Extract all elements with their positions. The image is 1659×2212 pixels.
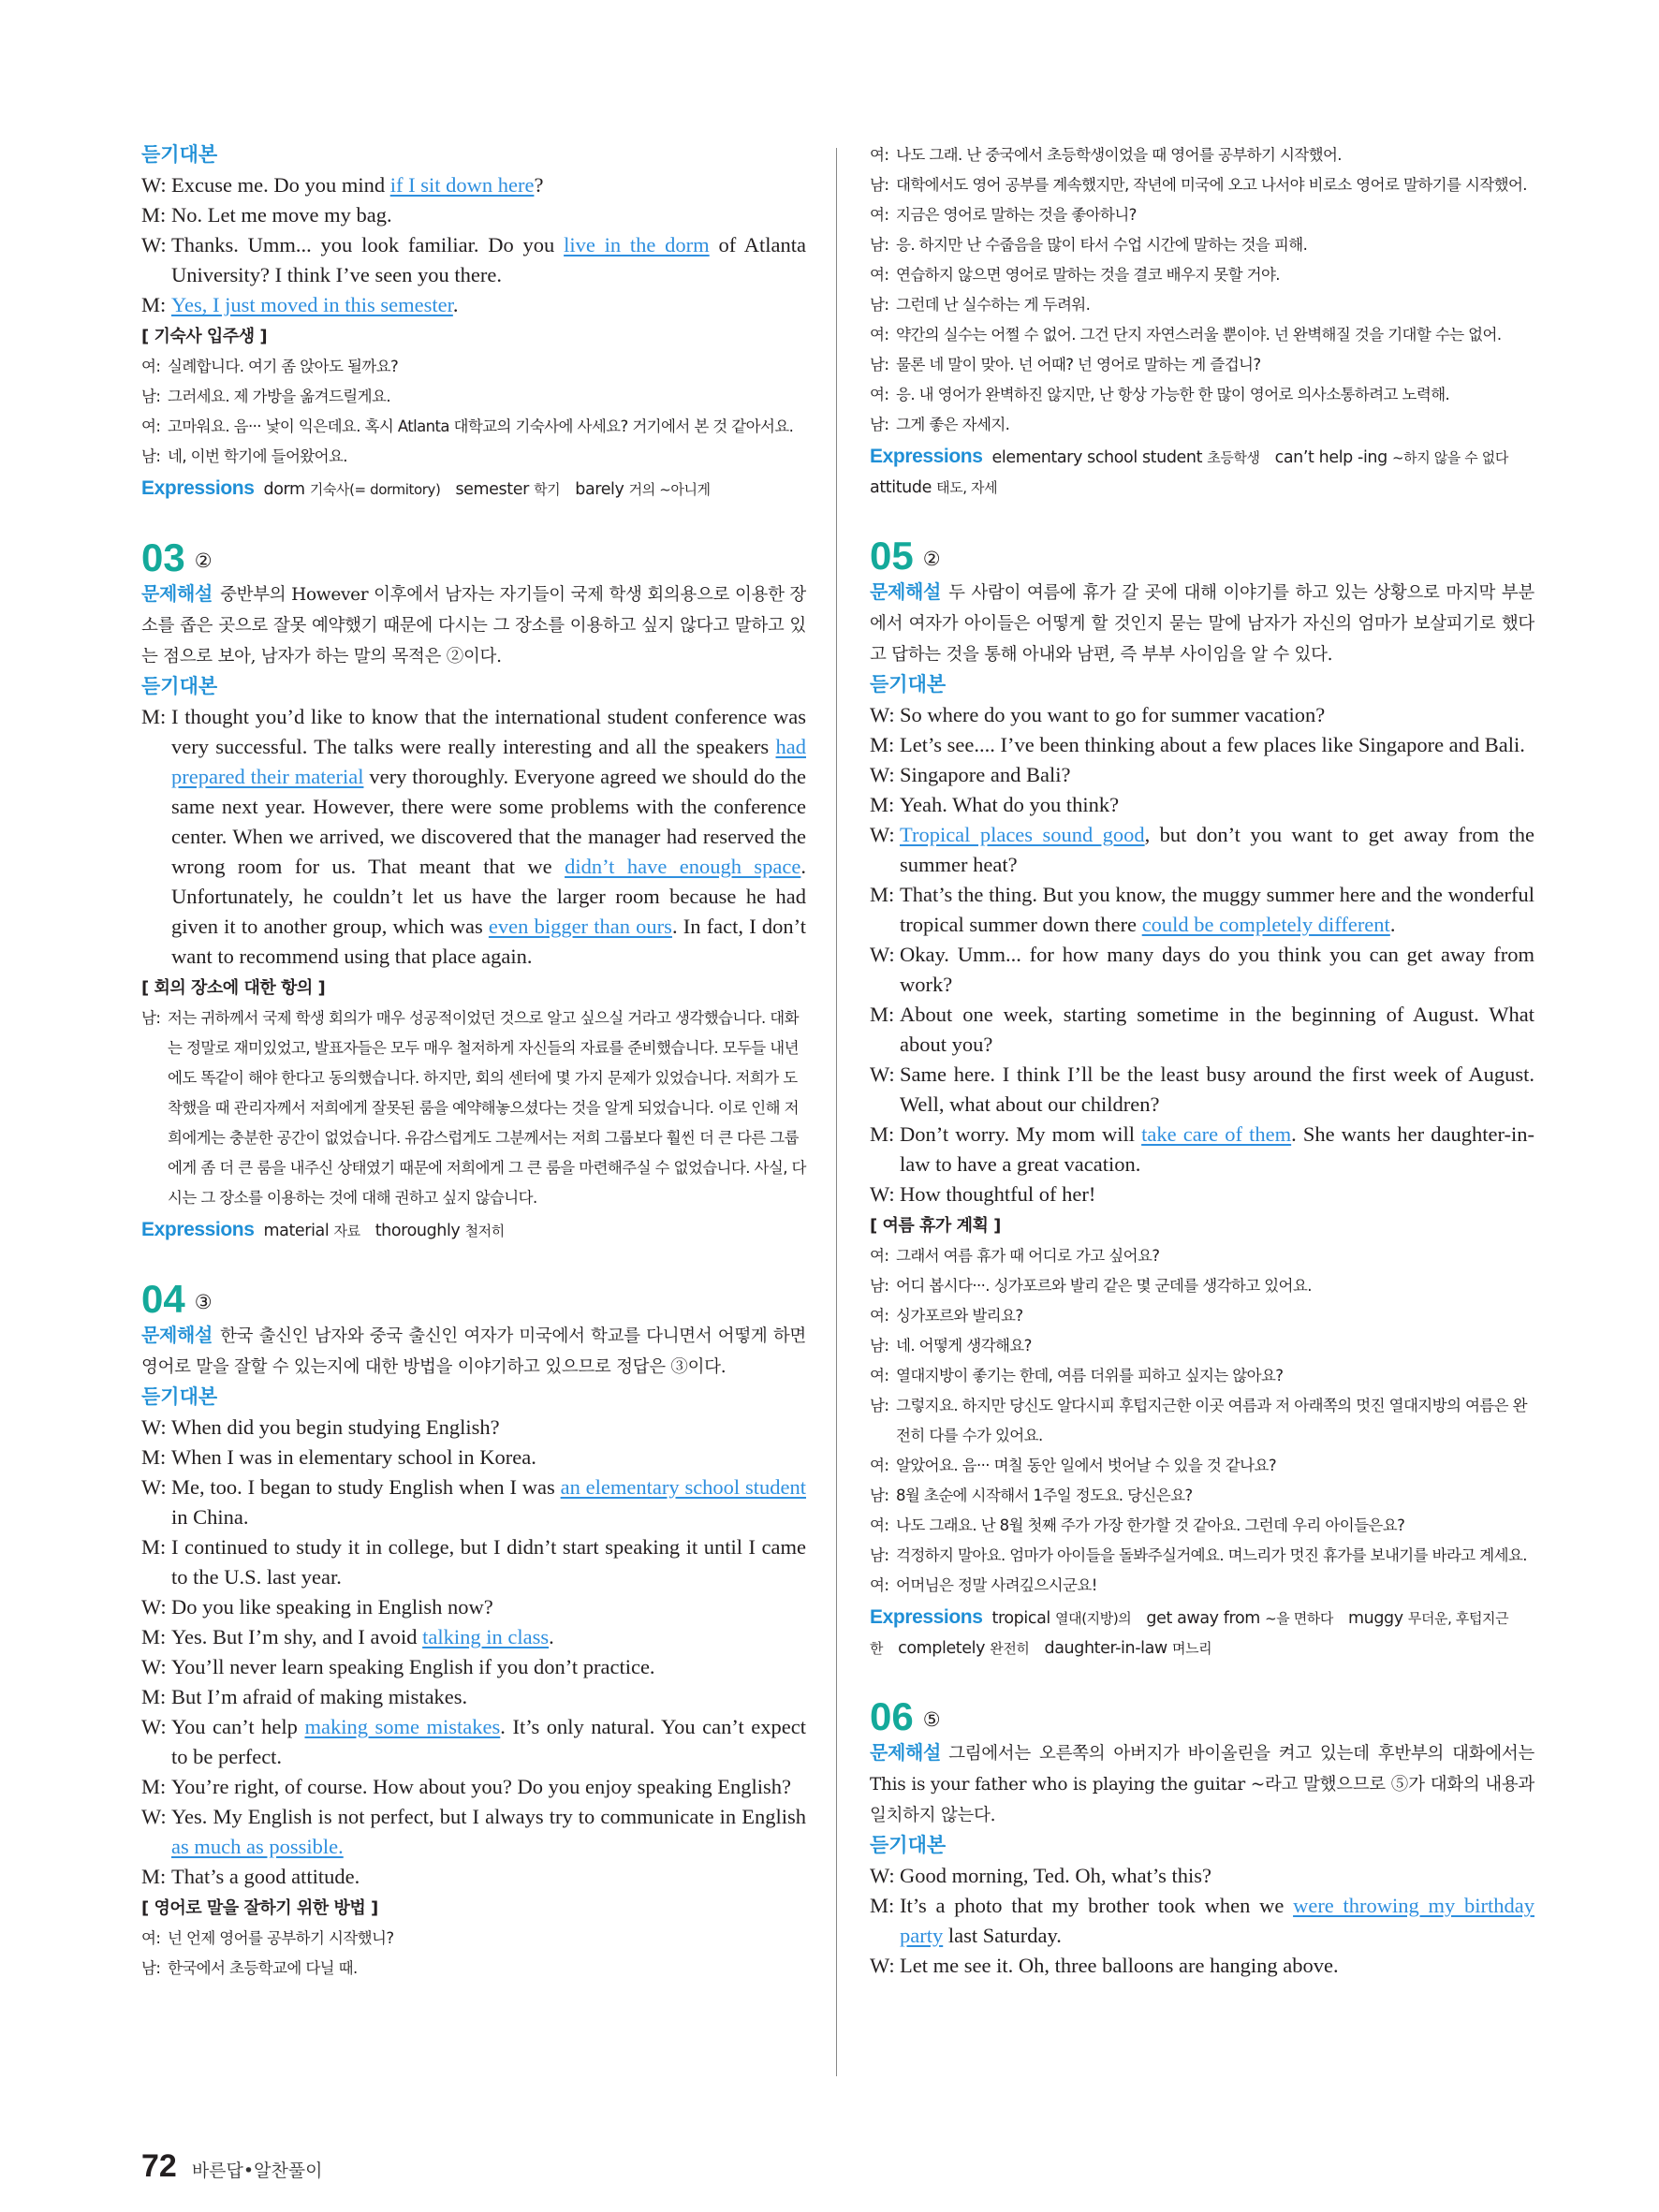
dictation-blank: talking in class	[422, 1625, 550, 1648]
dictation-blank: making some mistakes	[304, 1715, 501, 1738]
dialogue-text: Singapore and Bali?	[900, 763, 1071, 786]
explanation	[870, 1738, 1534, 1831]
dialogue-text: About one week, starting sometime in the beginning of August. What about you?	[900, 1003, 1534, 1056]
explanation-label: 문제해설	[141, 1326, 213, 1346]
translation-line	[870, 1511, 1534, 1541]
translation-line	[870, 290, 1534, 320]
speaker-label: 여:	[870, 1516, 889, 1534]
translation-text: 싱가포르와 발리요?	[896, 1307, 1023, 1325]
dialogue-line	[141, 1532, 806, 1592]
translation-text: 알았어요. 음··· 며칠 동안 일에서 벗어날 수 있을 것 같나요?	[896, 1457, 1276, 1474]
dictation-blank: if I sit down here	[389, 173, 535, 197]
expression-meaning: 거의 ~아니게	[628, 481, 711, 498]
expressions-label: Expressions	[870, 1606, 983, 1628]
dialogue-line	[870, 730, 1534, 760]
dialogue-text: .	[452, 293, 459, 316]
expression-meaning: 무더운, 후텁지근한	[870, 1610, 1509, 1657]
dictation-blank: could be completely different	[1141, 913, 1390, 936]
section-label: 듣기대본	[141, 676, 218, 697]
speaker-label: 남:	[141, 447, 161, 465]
translation-text: 대학에서도 영어 공부를 계속했지만, 작년에 미국에 오고 나서야 비로소 영어로 말하기를 시작했어.	[896, 176, 1527, 194]
explanation	[141, 579, 806, 672]
dialogue-line	[141, 1413, 806, 1443]
dialogue-text: I continued to study it in college, but I didn’t start speaking it until I came to the U.S. last year.	[171, 1535, 806, 1589]
dialogue-text: Let me see it. Oh, three balloons are hanging above.	[900, 1954, 1339, 1977]
speaker-label: 여:	[870, 1247, 889, 1265]
topic-heading: [ 회의 장소에 대한 항의 ]	[141, 978, 326, 998]
dialogue-text: , but don’t you want to get away from the summer heat?	[900, 823, 1534, 876]
dialogue-text: Me, too. I began to study English when I was	[171, 1475, 561, 1499]
translation-text: 그런데 난 실수하는 게 두려워.	[896, 296, 1091, 314]
speaker-label: W:	[870, 1062, 895, 1086]
dialogue-text: . It’s only natural. You can’t expect to be perfect.	[171, 1715, 806, 1768]
dialogue-line	[870, 1179, 1534, 1209]
speaker-label: 여:	[870, 1457, 889, 1474]
dialogue-text: You’re right, of course. How about you? Do you enjoy speaking English?	[171, 1775, 791, 1798]
dialogue-line	[141, 1802, 806, 1862]
translation-text: 그래서 여름 휴가 때 어디로 가고 싶어요?	[896, 1247, 1160, 1265]
speaker-label: 여:	[870, 1576, 889, 1594]
dialogue-line	[870, 820, 1534, 880]
speaker-label: 남:	[141, 388, 161, 405]
question-header	[141, 535, 806, 579]
dialogue-line	[870, 1060, 1534, 1120]
translation-text: 한국에서 초등학교에 다닐 때.	[168, 1959, 358, 1977]
translation-line	[870, 410, 1534, 440]
expression-meaning: 완전히	[990, 1640, 1030, 1657]
expression-term: semester	[455, 480, 529, 499]
speaker-label: 남:	[870, 176, 889, 194]
dialogue-text: Thanks. Umm... you look familiar. Do you	[171, 233, 565, 256]
answer-mark: ②	[922, 548, 941, 570]
dialogue-text: You can’t help	[171, 1715, 305, 1738]
speaker-label: M:	[870, 793, 895, 816]
translation-text: 네, 이번 학기에 들어왔어요.	[168, 447, 347, 465]
dictation-blank: even bigger than ours	[488, 915, 672, 938]
translation-text: 넌 언제 영어를 공부하기 시작했니?	[168, 1929, 394, 1947]
dictation-blank: didn’t have enough space	[565, 855, 801, 878]
dialogue-line	[141, 290, 806, 320]
expression-meaning: 초등학생	[1207, 449, 1260, 466]
speaker-label: 여:	[870, 266, 889, 284]
translation-text: 실례합니다. 여기 좀 앉아도 될까요?	[168, 358, 399, 375]
dictation-blank: were throwing my birthday party	[900, 1894, 1534, 1947]
speaker-label: 남:	[870, 1277, 889, 1295]
column-divider	[836, 148, 837, 2076]
explanation	[870, 578, 1534, 670]
dialogue-text: Okay. Umm... for how many days do you think you can get away from work?	[900, 943, 1534, 996]
translation-text: 물론 네 말이 맞아. 넌 어때? 넌 영어로 말하는 게 즐겁니?	[896, 356, 1261, 374]
expression-term: barely	[575, 480, 624, 499]
expression-term: material	[263, 1222, 330, 1240]
speaker-label: M:	[141, 1865, 167, 1888]
translation-text: 어머님은 정말 사려깊으시군요!	[896, 1576, 1097, 1594]
translation-line	[141, 352, 806, 382]
section-label: 듣기대본	[870, 1835, 947, 1856]
expression-term: muggy	[1347, 1609, 1403, 1628]
translation-line	[870, 1571, 1534, 1601]
translation-line	[870, 1541, 1534, 1571]
dialogue-line	[141, 1592, 806, 1622]
answer-mark: ②	[194, 549, 213, 572]
translation-text: 나도 그래요. 난 8월 첫째 주가 가장 한가할 것 같아요. 그런데 우리 아이들은요?	[896, 1516, 1405, 1534]
translation-line	[870, 200, 1534, 230]
translation-line	[870, 170, 1534, 200]
speaker-label: M:	[141, 705, 167, 728]
speaker-label: M:	[870, 883, 895, 906]
translation-text: 걱정하지 말아요. 엄마가 아이들을 돌봐주실거예요. 며느리가 멋진 휴가를 보내기를 바라고 계세요.	[896, 1546, 1527, 1564]
dialogue-line	[870, 1120, 1534, 1179]
dictation-blank: as much as possible.	[171, 1835, 344, 1858]
translation-text: 어디 봅시다···. 싱가포르와 발리 같은 몇 군데를 생각하고 있어요.	[896, 1277, 1312, 1295]
dialogue-line	[141, 1472, 806, 1532]
dictation-blank: had prepared their material	[171, 735, 806, 788]
dialogue-text: Same here. I think I’ll be the least busy around the first week of August. Well, what about our children?	[900, 1062, 1534, 1116]
translation-text: 고마워요. 음··· 낯이 익은데요. 혹시 Atlanta 대학교의 기숙사에 사세요? 거기에서 본 것 같아서요.	[168, 417, 794, 435]
dialogue-text: That’s the thing. But you know, the muggy summer here and the wonderful tropical summer down there	[900, 883, 1534, 936]
dialogue-text: When I was in elementary school in Korea.	[171, 1445, 536, 1469]
speaker-label: 남:	[870, 1337, 889, 1355]
explanation-text: 두 사람이 여름에 휴가 갈 곳에 대해 이야기를 하고 있는 상황으로 마지막 부분에서 여자가 아이들은 어떻게 할 것인지 묻는 말에 남자가 자신의 엄마가 보살피기로 했다고 답하는 것을 통해 아내와 남편, 즉 부부 사이임을 알 수 있다.	[870, 583, 1534, 665]
translation-line	[870, 1391, 1534, 1451]
translation-line	[870, 1331, 1534, 1361]
speaker-label: W:	[870, 943, 895, 966]
translation-text: 열대지방이 좋기는 한데, 여름 더위를 피하고 싶지는 않아요?	[896, 1367, 1284, 1384]
translation-line	[141, 412, 806, 442]
speaker-label: W:	[870, 1954, 895, 1977]
translation-line	[870, 380, 1534, 410]
expressions-list	[141, 1215, 806, 1246]
dictation-blank: an elementary school student	[560, 1475, 806, 1499]
speaker-label: 남:	[870, 1546, 889, 1564]
dialogue-text: .	[549, 1625, 554, 1648]
answer-mark: ⑤	[922, 1708, 941, 1731]
speaker-label: 남:	[141, 1959, 161, 1977]
expression-meaning: ~하지 않을 수 없다	[1392, 449, 1508, 466]
speaker-label: 남:	[870, 1397, 889, 1414]
translation-text: 저는 귀하께서 국제 학생 회의가 매우 성공적이었던 것으로 알고 싶으실 거라고 생각했습니다. 대화는 정말로 재미있었고, 발표자들은 모두 매우 철저하게 자신들의 자료를 준비했습니다. 모두들 내년에도 똑같이 해야 한다고 동의했습니다. 하지만, 회의 센터에 몇 가지 문제가 있었습니다. 저희가 도착했을 때 관리자께서 저희에게 잘못된 룸을 예약해놓으셨다는 것을 알게 되었습니다. 이로 인해 저희에게는 충분한 공간이 없었습니다. 유감스럽게도 그분께서는 저희 그룹보다 훨씬 더 큰 다른 그룹에게 좀 더 큰 룸을 내주신 상태였기 때문에 저희에게 그 큰 룸을 마련해주실 수 없었습니다. 사실, 다시는 그 장소를 이용하는 것에 대해 권하고 싶지 않습니다.	[168, 1009, 806, 1207]
question-number: 06	[870, 1694, 914, 1738]
speaker-label: M:	[141, 1445, 167, 1469]
section-label: 듣기대본	[870, 674, 947, 696]
translation-line	[870, 1271, 1534, 1301]
dialogue-line	[870, 880, 1534, 940]
translation-line	[870, 140, 1534, 170]
speaker-label: 여:	[870, 326, 889, 344]
dialogue-line	[870, 940, 1534, 1000]
speaker-label: M:	[141, 293, 167, 316]
dialogue-text: of Atlanta University? I think I’ve seen you there.	[171, 233, 806, 286]
explanation-text: 한국 출신인 남자와 중국 출신인 여자가 미국에서 학교를 다니면서 어떻게 하면 영어로 말을 잘할 수 있는지에 대한 방법을 이야기하고 있으므로 정답은 ③이다.	[141, 1326, 806, 1377]
dialogue-text: You’ll never learn speaking English if you don’t practice.	[171, 1655, 655, 1678]
dictation-blank: live in the dorm	[564, 233, 710, 256]
speaker-label: M:	[141, 203, 167, 227]
translation-text: 응. 내 영어가 완벽하진 않지만, 난 항상 가능한 한 많이 영어로 의사소통하려고 노력해.	[896, 386, 1450, 403]
dialogue-text: very thoroughly. Everyone agreed we should do the same next year. However, there were some problems with the conference center. When we arrived, we discovered that the manager had reserved the wrong room for us. That meant that we	[171, 765, 806, 878]
speaker-label: M:	[870, 1122, 895, 1146]
dialogue-line	[141, 1443, 806, 1472]
translation-line	[870, 350, 1534, 380]
translation-line	[870, 1451, 1534, 1481]
dictation-blank: Tropical places sound good	[900, 823, 1145, 846]
question-header	[870, 533, 1534, 578]
speaker-label: W:	[870, 1864, 895, 1887]
expression-term: can’t help -ing	[1274, 448, 1387, 467]
speaker-label: W:	[870, 1182, 895, 1206]
dialogue-text: in China.	[171, 1505, 249, 1529]
expressions-label: Expressions	[141, 1219, 255, 1240]
dialogue-line	[141, 1772, 806, 1802]
speaker-label: W:	[141, 1805, 167, 1828]
dialogue-line	[141, 1652, 806, 1682]
expression-term: completely	[898, 1639, 986, 1658]
expression-meaning: 자료	[333, 1223, 360, 1239]
translation-line	[141, 1954, 806, 1984]
speaker-label: 남:	[141, 1009, 161, 1027]
translation-text: 그러세요. 제 가방을 옮겨드릴게요.	[168, 388, 390, 405]
dialogue-text: How thoughtful of her!	[900, 1182, 1096, 1206]
translation-line	[141, 1924, 806, 1954]
explanation-text: 중반부의 However 이후에서 남자는 자기들이 국제 학생 회의용으로 이용한 장소를 좁은 곳으로 잘못 예약했기 때문에 다시는 그 장소를 이용하고 싶지 않다고 말하고 있는 점으로 보아, 남자가 하는 말의 목적은 ②이다.	[141, 585, 806, 667]
speaker-label: W:	[141, 1595, 167, 1619]
section-label: 듣기대본	[141, 1386, 218, 1408]
topic-heading: [ 기숙사 입주생 ]	[141, 327, 268, 346]
explanation-text: 그림에서는 오른쪽의 아버지가 바이올린을 켜고 있는데 후반부의 대화에서는 This is your father who is playing the guitar ~라고 말했으므로 ⑤가 대화의 내용과 일치하지 않는다.	[870, 1744, 1534, 1825]
dialogue-text: Do you like speaking in English now?	[171, 1595, 493, 1619]
explanation	[141, 1321, 806, 1383]
expressions-label: Expressions	[141, 477, 255, 499]
expression-term: daughter-in-law	[1044, 1639, 1167, 1658]
speaker-label: W:	[141, 173, 167, 197]
question-header	[870, 1693, 1534, 1738]
topic-heading: [ 여름 휴가 계획 ]	[870, 1216, 1001, 1236]
expression-meaning: 학기	[534, 481, 561, 498]
speaker-label: W:	[141, 233, 167, 256]
dialogue-line	[141, 1682, 806, 1712]
dialogue-text: But I’m afraid of making mistakes.	[171, 1685, 468, 1708]
speaker-label: 남:	[870, 1487, 889, 1504]
expressions-list	[870, 1603, 1534, 1663]
expressions-list	[141, 474, 806, 505]
dialogue-line	[141, 702, 806, 972]
expression-meaning: 철저히	[464, 1223, 505, 1239]
expressions-list	[870, 442, 1534, 503]
expression-term: dorm	[263, 480, 305, 499]
dialogue-text: When did you begin studying English?	[171, 1415, 500, 1439]
speaker-label: W:	[141, 1475, 167, 1499]
expression-term: get away from	[1146, 1609, 1260, 1628]
translation-text: 8월 초순에 시작해서 1주일 정도요. 당신은요?	[896, 1487, 1193, 1504]
speaker-label: 여:	[870, 386, 889, 403]
translation-text: 지금은 영어로 말하는 것을 좋아하니?	[896, 206, 1137, 224]
dialogue-text: .	[1389, 913, 1396, 936]
dialogue-text: Good morning, Ted. Oh, what’s this?	[900, 1864, 1211, 1887]
dialogue-line	[141, 170, 806, 200]
expression-term: tropical	[991, 1609, 1050, 1628]
dialogue-text: Don’t worry. My mom will	[900, 1122, 1142, 1146]
translation-text: 연습하지 않으면 영어로 말하는 것을 결코 배우지 못할 거야.	[896, 266, 1280, 284]
speaker-label: 여:	[141, 417, 161, 435]
speaker-label: W:	[870, 763, 895, 786]
dialogue-line	[870, 1000, 1534, 1060]
expression-meaning: ~을 면하다	[1265, 1610, 1333, 1627]
speaker-label: W:	[870, 823, 895, 846]
answer-mark: ③	[194, 1291, 213, 1313]
left-column	[141, 140, 806, 1984]
dictation-blank: take care of them	[1141, 1122, 1292, 1146]
speaker-label: 여:	[870, 146, 889, 164]
dialogue-text: I thought you’d like to know that the international student conference was very successful. The talks were really interesting and all the speakers	[171, 705, 806, 758]
expression-meaning: 열대(지방)의	[1055, 1610, 1132, 1627]
question-number: 03	[141, 535, 185, 579]
expression-meaning: 기숙사(= dormitory)	[309, 481, 441, 498]
translation-line	[870, 1481, 1534, 1511]
right-column	[870, 140, 1534, 1981]
dialogue-text: That’s a good attitude.	[171, 1865, 360, 1888]
speaker-label: M:	[141, 1625, 167, 1648]
dialogue-line	[141, 200, 806, 230]
dialogue-text: Yes. But I’m shy, and I avoid	[171, 1625, 423, 1648]
translation-line	[141, 1003, 806, 1213]
translation-text: 응. 하지만 난 수줍음을 많이 타서 수업 시간에 말하는 것을 피해.	[896, 236, 1308, 254]
explanation-label: 문제해설	[870, 582, 942, 603]
translation-line	[870, 1301, 1534, 1331]
speaker-label: 여:	[870, 1367, 889, 1384]
speaker-label: W:	[870, 703, 895, 726]
translation-text: 나도 그래. 난 중국에서 초등학생이었을 때 영어를 공부하기 시작했어.	[896, 146, 1342, 164]
page-number: 72	[141, 2148, 177, 2184]
speaker-label: 남:	[870, 356, 889, 374]
translation-line	[870, 230, 1534, 260]
translation-text: 그렇지요. 하지만 당신도 알다시피 후텁지근한 이곳 여름과 저 아래쪽의 멋진 열대지방의 여름은 완전히 다를 수가 있어요.	[896, 1397, 1527, 1444]
speaker-label: M:	[870, 1894, 895, 1917]
dialogue-line	[870, 760, 1534, 790]
expressions-label: Expressions	[870, 446, 983, 467]
speaker-label: M:	[870, 1003, 895, 1026]
question-number: 05	[870, 534, 914, 578]
question-number: 04	[141, 1277, 185, 1321]
question-header	[141, 1276, 806, 1321]
dialogue-text: Yeah. What do you think?	[900, 793, 1120, 816]
expression-term: elementary school student	[991, 448, 1203, 467]
dialogue-text: Excuse me. Do you mind	[171, 173, 390, 197]
speaker-label: M:	[141, 1775, 167, 1798]
section-label: 듣기대본	[141, 144, 218, 166]
speaker-label: 남:	[870, 296, 889, 314]
expression-term: attitude	[870, 478, 932, 497]
dictation-blank: Yes, I just moved in this semester	[171, 293, 453, 316]
topic-heading: [ 영어로 말을 잘하기 위한 방법 ]	[141, 1898, 378, 1918]
expression-term: thoroughly	[374, 1222, 461, 1240]
dialogue-line	[870, 790, 1534, 820]
speaker-label: 여:	[141, 1929, 161, 1947]
dialogue-line	[141, 230, 806, 290]
dialogue-line	[141, 1622, 806, 1652]
dialogue-text: ?	[534, 173, 544, 197]
dialogue-line	[141, 1862, 806, 1892]
page-footer	[141, 2148, 323, 2185]
dialogue-line	[870, 700, 1534, 730]
speaker-label: W:	[141, 1655, 167, 1678]
speaker-label: W:	[141, 1715, 167, 1738]
expression-meaning: 태도, 자세	[936, 479, 998, 496]
dialogue-text: So where do you want to go for summer vacation?	[900, 703, 1326, 726]
speaker-label: M:	[141, 1685, 167, 1708]
speaker-label: M:	[141, 1535, 167, 1559]
translation-text: 네. 어떻게 생각해요?	[896, 1337, 1032, 1355]
speaker-label: 여:	[870, 1307, 889, 1325]
translation-line	[870, 1241, 1534, 1271]
translation-line	[870, 1361, 1534, 1391]
translation-line	[141, 382, 806, 412]
dialogue-line	[870, 1951, 1534, 1981]
dialogue-text: Let’s see.... I’ve been thinking about a few places like Singapore and Bali.	[900, 733, 1525, 756]
dialogue-line	[870, 1861, 1534, 1891]
dialogue-text: . In fact, I don’t want to recommend using that place again.	[171, 915, 806, 968]
translation-text: 그게 좋은 자세지.	[896, 416, 1010, 433]
speaker-label: M:	[870, 733, 895, 756]
dialogue-text: . She wants her daughter-in-law to have a great vacation.	[900, 1122, 1534, 1176]
speaker-label: 남:	[870, 416, 889, 433]
dialogue-text: No. Let me move my bag.	[171, 203, 392, 227]
speaker-label: 여:	[870, 206, 889, 224]
book-title: 바른답•알찬풀이	[191, 2161, 323, 2181]
speaker-label: 여:	[141, 358, 161, 375]
dialogue-text: last Saturday.	[943, 1924, 1062, 1947]
dialogue-text: Yes. My English is not perfect, but I always try to communicate in English	[171, 1805, 806, 1828]
dialogue-text: . Unfortunately, he couldn’t let us have the larger room because he had given it to another group, which was	[171, 855, 806, 938]
dialogue-line	[870, 1891, 1534, 1951]
translation-line	[870, 320, 1534, 350]
dialogue-line	[141, 1712, 806, 1772]
speaker-label: W:	[141, 1415, 167, 1439]
speaker-label: 남:	[870, 236, 889, 254]
explanation-label: 문제해설	[870, 1743, 942, 1764]
dialogue-text: It’s a photo that my brother took when we	[900, 1894, 1294, 1917]
translation-line	[870, 260, 1534, 290]
expression-meaning: 며느리	[1172, 1640, 1212, 1657]
translation-line	[141, 442, 806, 472]
translation-text: 약간의 실수는 어쩔 수 없어. 그건 단지 자연스러울 뿐이야. 넌 완벽해질 것을 기대할 수는 없어.	[896, 326, 1502, 344]
explanation-label: 문제해설	[141, 584, 213, 605]
